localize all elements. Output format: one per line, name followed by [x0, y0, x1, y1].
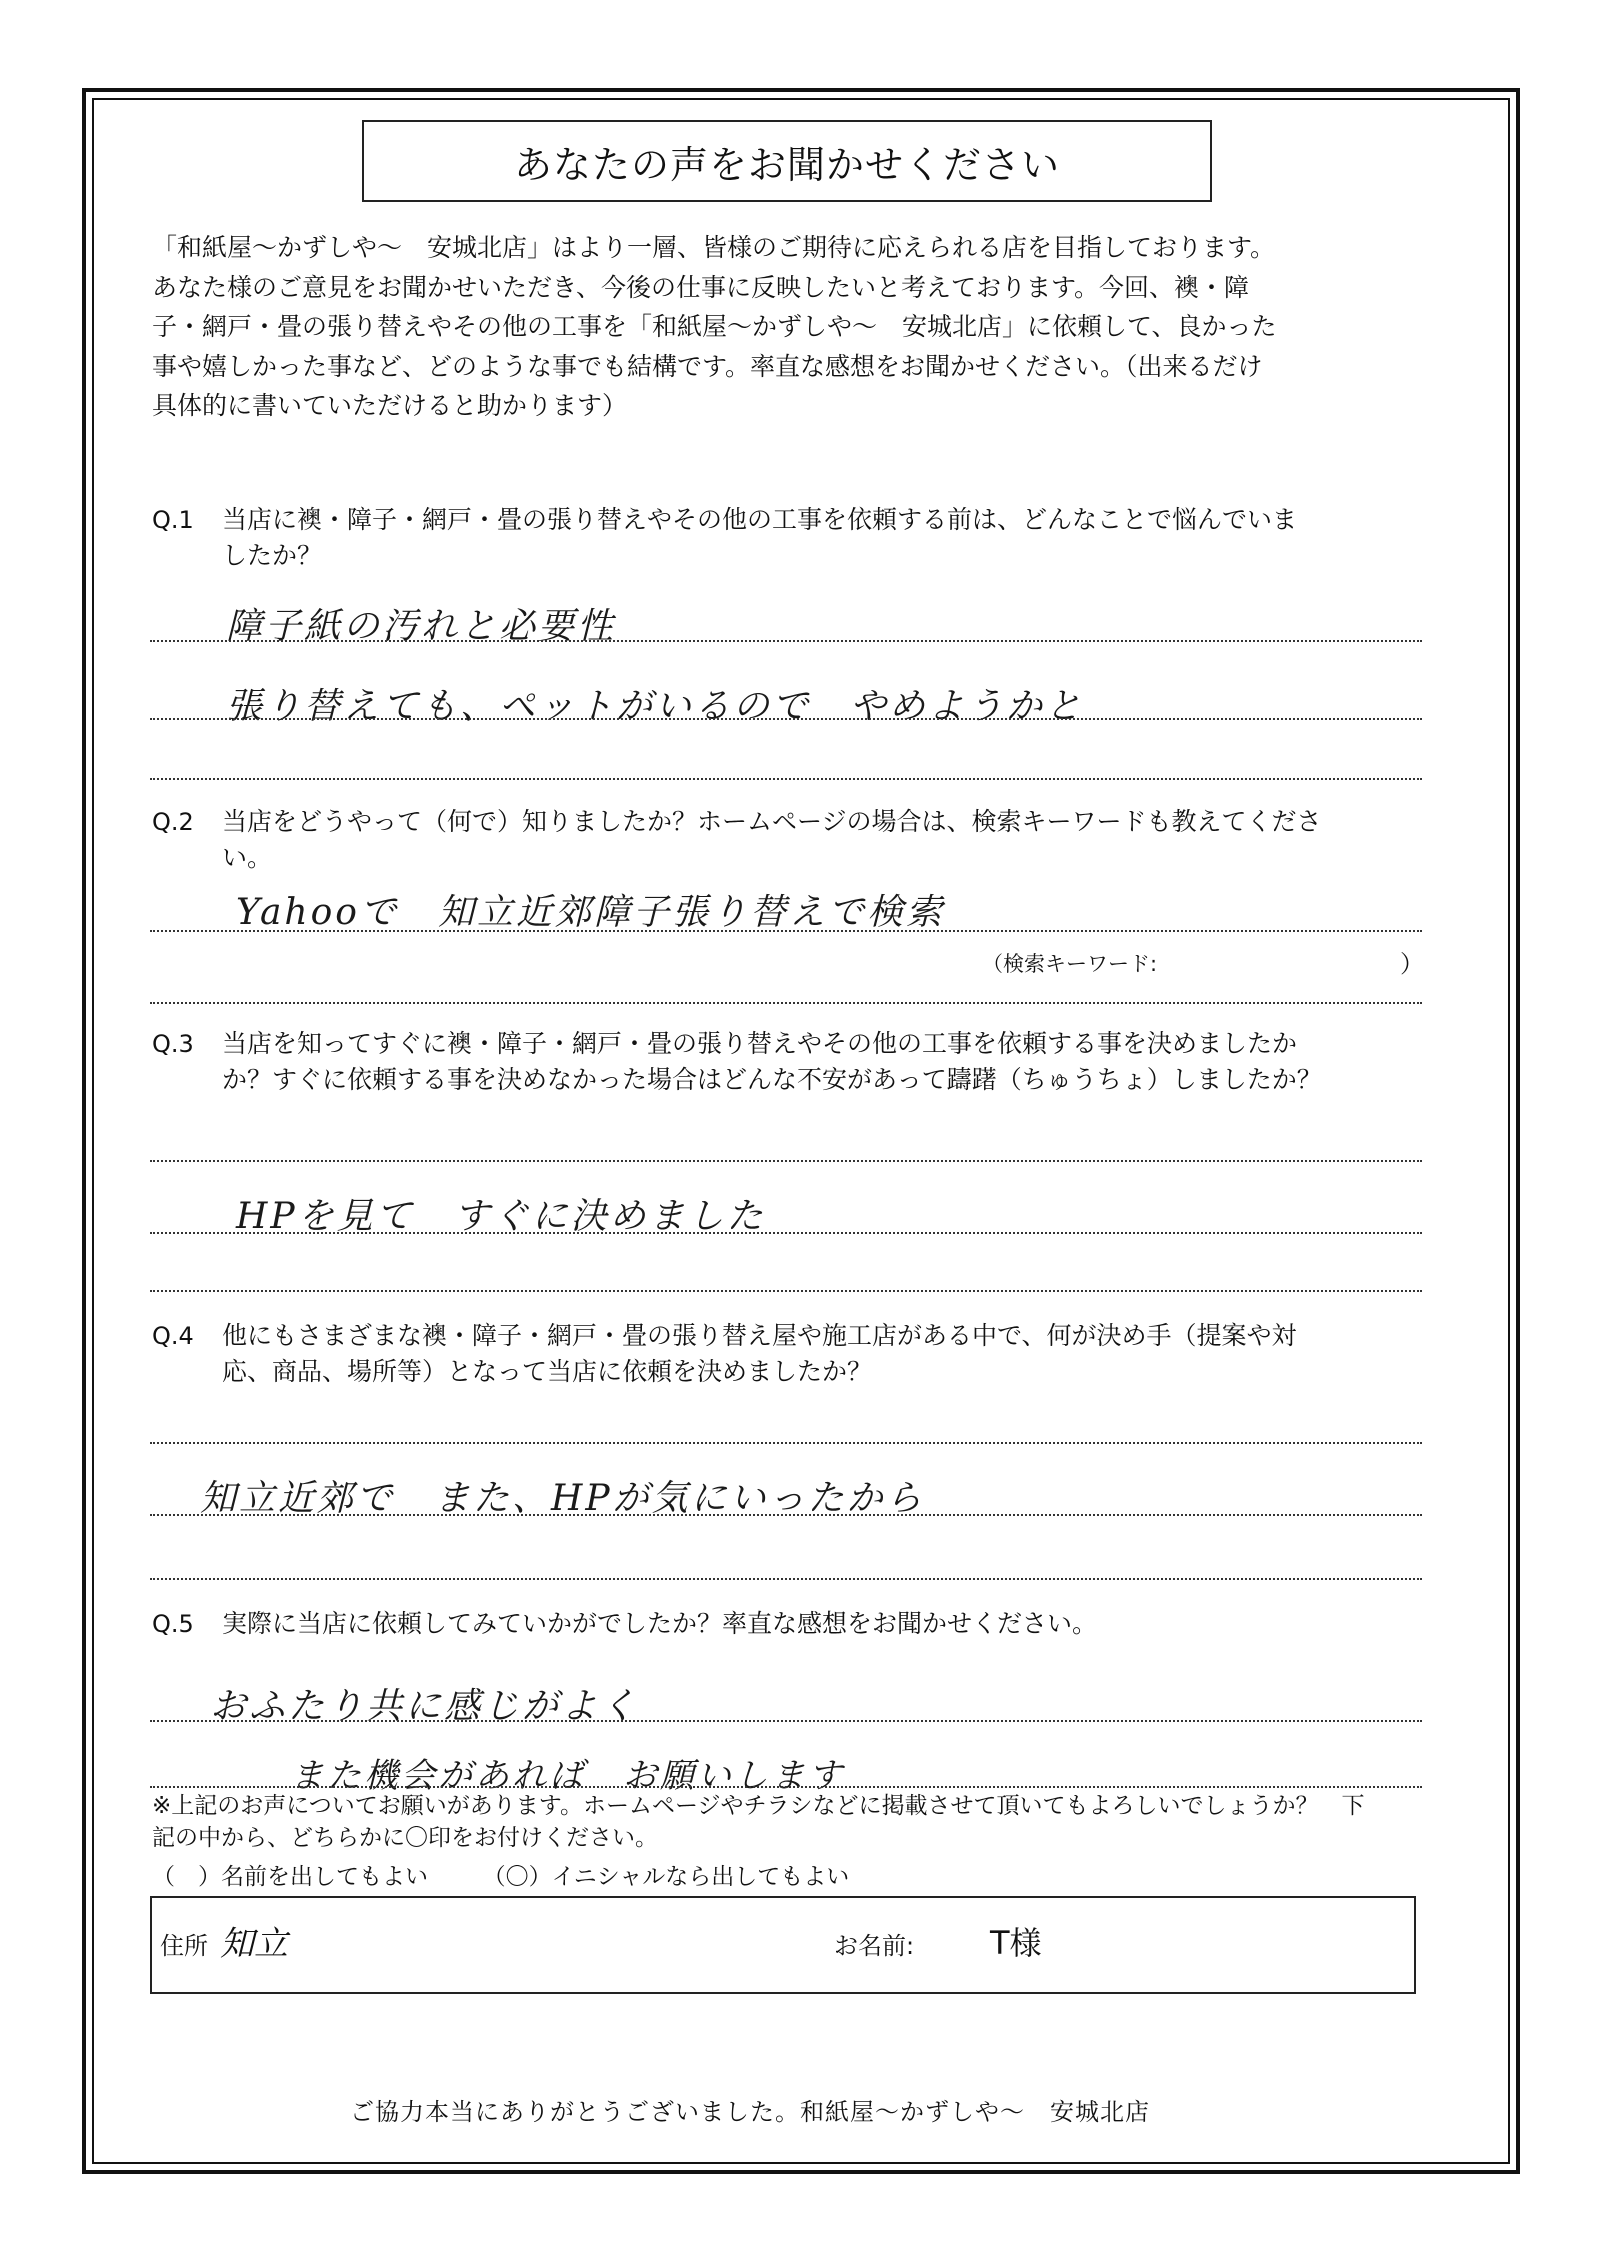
intro-line: あなた様のご意見をお聞かせいただき、今後の仕事に反映したいと考えております。今回、襖・障: [152, 272, 1250, 302]
q3-text-line: 当店を知ってすぐに襖・障子・網戸・畳の張り替えやその他の工事を依頼する事を決めましたか: [222, 1029, 1298, 1058]
answer-line: [150, 1578, 1422, 1580]
consent-options: [152, 1858, 849, 1891]
q4-text-line: 他にもさまざまな襖・障子・網戸・畳の張り替え屋や施工店がある中で、何が決め手（提案や対: [222, 1321, 1297, 1350]
q4-label: Q.4: [152, 1322, 194, 1350]
answer-line: [150, 778, 1422, 780]
q1-text-line: 当店に襖・障子・網戸・畳の張り替えやその他の工事を依頼する前は、どんなことで悩んでいま: [222, 505, 1298, 534]
footer-thanks: ご協力本当にありがとうございました。和紙屋〜かずしや〜 安城北店: [350, 2098, 1150, 2126]
answer-line: [150, 1514, 1422, 1516]
q3-answer-line: HPを見て すぐに決めました: [236, 1196, 766, 1237]
answer-line: [150, 718, 1422, 720]
intro-line: 「和紙屋〜かずしや〜 安城北店」はより一層、皆様のご期待に応えられる店を目指しております。: [152, 233, 1276, 262]
answer-line: [150, 1160, 1422, 1162]
q5-answer-line: また機会があれば お願いします: [290, 1756, 845, 1796]
q1-label: Q.1: [152, 506, 194, 534]
q1-text-line: したか？: [222, 541, 323, 570]
answer-line: [150, 1786, 1422, 1788]
q1-text: [222, 502, 1452, 574]
q2-text: [222, 804, 1452, 876]
intro-line: 具体的に書いていただけると助かります）: [152, 391, 628, 420]
q4-answer-line: 知立近郊で また、HPが気にいったから: [200, 1478, 925, 1519]
q5-label: Q.5: [152, 1610, 194, 1638]
answer-line: [150, 1442, 1422, 1444]
name-label: お名前:: [834, 1932, 915, 1960]
q4-text: [222, 1318, 1452, 1390]
answer-line: [150, 930, 1422, 932]
page-title: [362, 120, 1212, 202]
q4-text-line: 応、商品、場所等）となって当店に依頼を決めましたか？: [222, 1357, 873, 1386]
q5-answer-line: おふたり共に感じがよく: [210, 1686, 640, 1727]
option-name[interactable]: （ ）名前を出してもよい: [152, 1864, 428, 1890]
address-name-box: [150, 1896, 1416, 1994]
consent-note: [152, 1790, 1462, 1854]
q3-label: Q.3: [152, 1030, 194, 1058]
intro-line: 子・網戸・畳の張り替えやその他の工事を「和紙屋〜かずしや〜 安城北店」に依頼して、良かった: [152, 312, 1277, 341]
consent-note-line: ※上記のお声についてお願いがあります。ホームページやチラシなどに掲載させて頂いてもよろしいでしょうか？ 下: [152, 1793, 1365, 1819]
keyword-close: ）: [1400, 950, 1424, 978]
q2-label: Q.2: [152, 808, 194, 836]
answer-line: [150, 640, 1422, 642]
q3-text: [222, 1026, 1452, 1098]
answer-line: [150, 1290, 1422, 1292]
q1-answer-line: 張り替えても、ペットがいるので やめようかと: [226, 686, 1085, 727]
page-title-text: あなたの声をお聞かせください: [513, 142, 1060, 187]
q2-answer-line: Yahooで 知立近郊障子張り替えで検索: [236, 892, 945, 933]
keyword-label: （検索キーワード:: [982, 952, 1158, 976]
q1-answer-line: 障子紙の汚れと必要性: [226, 606, 617, 647]
intro-paragraph: [152, 228, 1452, 426]
q5-text: [222, 1606, 1452, 1642]
address-value: 知立: [220, 1924, 288, 1964]
intro-line: 事や嬉しかった事など、どのような事でも結構です。率直な感想をお聞かせください。（出来るだけ: [152, 351, 1263, 381]
answer-line: [150, 1232, 1422, 1234]
q2-text-line: い。: [222, 843, 273, 872]
q5-text-line: 実際に当店に依頼してみていかがでしたか？率直な感想をお聞かせください。: [222, 1609, 1098, 1638]
option-initials[interactable]: （〇）イニシャルなら出してもよい: [482, 1864, 850, 1890]
answer-line: [150, 1720, 1422, 1722]
answer-line: [150, 1002, 1422, 1004]
address-label: 住所: [160, 1932, 208, 1960]
consent-note-line: 記の中から、どちらかに〇印をお付けください。: [152, 1825, 658, 1851]
name-value: T様: [990, 1924, 1042, 1962]
q2-text-line: 当店をどうやって（何で）知りましたか？ホームページの場合は、検索キーワードも教えてくださ: [222, 807, 1322, 836]
q3-text-line: か？すぐに依頼する事を決めなかった場合はどんな不安があって躊躇（ちゅうちょ）しましたか？: [222, 1065, 1322, 1094]
